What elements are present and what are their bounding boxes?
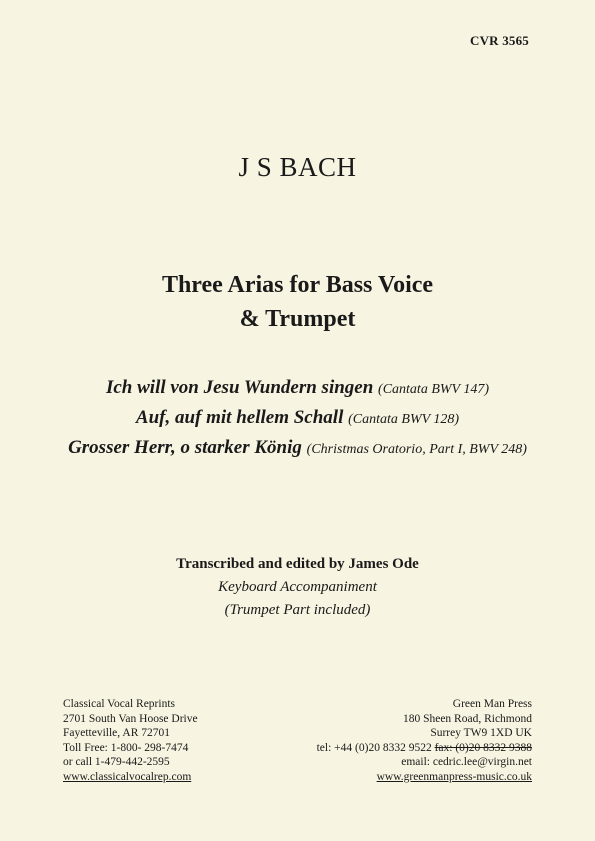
accompaniment-note: Keyboard Accompaniment <box>218 579 377 595</box>
publisher-us-address <box>63 697 198 784</box>
editor-credit: Transcribed and edited by James Ode <box>176 556 419 572</box>
title-line-2: & Trumpet <box>239 306 356 332</box>
publisher-uk-street: 180 Sheen Road, Richmond <box>402 712 532 725</box>
publisher-uk-city: Surrey TW9 1XD UK <box>430 727 532 739</box>
publisher-uk-phone-line <box>317 741 532 756</box>
credits <box>0 553 595 622</box>
publisher-uk-tel: tel: +44 (0)20 8332 9522 <box>316 741 432 754</box>
work-title <box>0 268 595 336</box>
publisher-us-tollfree: Toll Free: 1-800- 298-7474 <box>63 741 189 754</box>
aria-item <box>62 434 533 464</box>
publisher-us-name: Classical Vocal Reprints <box>63 698 176 710</box>
publisher-uk-website-link[interactable]: www.greenmanpress-music.co.uk <box>376 770 532 783</box>
publisher-uk-email: email: cedric.lee@virgin.net <box>401 756 532 768</box>
aria-source: (Cantata BWV 128) <box>348 412 460 427</box>
aria-title: Auf, auf mit hellem Schall <box>135 407 344 428</box>
aria-list <box>62 374 533 464</box>
publisher-us-street: 2701 South Van Hoose Drive <box>63 712 198 725</box>
aria-source: (Christmas Oratorio, Part I, BWV 248) <box>306 442 527 457</box>
catalog-number: CVR 3565 <box>469 33 529 48</box>
aria-source: (Cantata BWV 147) <box>378 382 490 397</box>
publisher-us-phone: or call 1-479-442-2595 <box>63 756 170 768</box>
trumpet-part-note: (Trumpet Part included) <box>224 602 371 618</box>
publisher-uk-name: Green Man Press <box>452 698 532 710</box>
aria-item <box>62 374 533 404</box>
publisher-us-website-link[interactable]: www.classicalvocalrep.com <box>63 770 192 783</box>
aria-title: Ich will von Jesu Wundern singen <box>105 377 374 398</box>
publisher-us-city: Fayetteville, AR 72701 <box>63 727 171 739</box>
title-line-1: Three Arias for Bass Voice <box>161 272 434 298</box>
composer-name: J S BACH <box>238 152 357 182</box>
publisher-uk-fax: fax: (0)20 8332 9388 <box>434 741 532 754</box>
aria-item <box>62 404 533 434</box>
aria-title: Grosser Herr, o starker König <box>68 437 302 458</box>
publisher-uk-address <box>317 697 532 784</box>
